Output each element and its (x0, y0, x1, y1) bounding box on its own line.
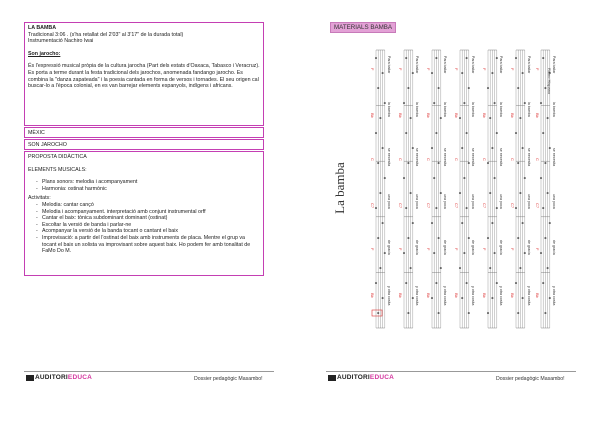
note (547, 117, 549, 119)
lyric: Para bailar (415, 56, 419, 74)
note (377, 312, 379, 314)
lyric: de gracia (552, 240, 556, 255)
lyric: la bamba (415, 102, 419, 117)
lyric: Para bailar (499, 56, 503, 74)
note (468, 237, 470, 239)
lyric: y otra cosita (499, 286, 503, 306)
genre-label: SON JAROCHO (28, 142, 67, 148)
note (461, 72, 463, 74)
list-item: - Acompanyar la versió de la banda tocant o cantant el baix (36, 228, 260, 235)
lyric: de gracia (471, 240, 475, 255)
note (412, 297, 414, 299)
lyric: Para bailar (443, 56, 447, 74)
list-item: - Plans sonors: melodia i acompanyament (36, 179, 260, 186)
note (431, 72, 433, 74)
note (440, 117, 442, 119)
note (438, 162, 440, 164)
chord-symbol: Bb (510, 113, 515, 118)
note (549, 147, 551, 149)
note (524, 252, 526, 254)
note (435, 282, 437, 284)
lyric: una poca (443, 194, 447, 209)
lyric: y otra cosita (552, 286, 556, 306)
materials-title: MATERIALS BAMBA (330, 22, 396, 33)
lyric: y otra cosita (471, 286, 475, 306)
note (382, 72, 384, 74)
elements-list (28, 179, 260, 192)
sheet-music (332, 38, 576, 338)
note (540, 102, 542, 104)
note (468, 87, 470, 89)
note (407, 162, 409, 164)
lyric: de gracia (415, 240, 419, 255)
note (466, 132, 468, 134)
chord-symbol: F (454, 248, 459, 251)
lyric: de gracia (387, 240, 391, 255)
note (375, 57, 377, 59)
chord-symbol: F (535, 68, 540, 71)
chord-symbol: F (398, 248, 403, 251)
auditori-logo: AUDITORI EDUCA (26, 374, 92, 381)
note (491, 147, 493, 149)
note (494, 252, 496, 254)
note (463, 102, 465, 104)
note (496, 132, 498, 134)
lyric: una poca (499, 194, 503, 209)
note (491, 72, 493, 74)
lyric: se necesita (552, 148, 556, 167)
chord-symbol: Bb (398, 113, 403, 118)
note (544, 87, 546, 89)
note (517, 162, 519, 164)
note (405, 207, 407, 209)
note (407, 312, 409, 314)
song-subtitle: Tradicional 3:06 . (s'ha retallat del 2'03" al 3'17" de la durada total) (28, 31, 184, 38)
note (468, 312, 470, 314)
note (412, 222, 414, 224)
lyric: una poca (471, 194, 475, 209)
chord-symbol: Bb (510, 293, 515, 298)
chord-symbol: C7 (535, 203, 540, 209)
country-label: MÈXIC (28, 130, 45, 136)
note (407, 87, 409, 89)
lyric: de gracia (527, 240, 531, 255)
note (403, 252, 405, 254)
note (379, 117, 381, 119)
info-box (24, 22, 264, 126)
note (440, 267, 442, 269)
chord-symbol: C (510, 158, 515, 161)
chord-symbol: F (426, 68, 431, 71)
note (466, 57, 468, 59)
logo-mark-icon (26, 375, 34, 381)
chord-symbol: C (454, 158, 459, 161)
chord-symbol: F (482, 68, 487, 71)
staff (487, 50, 498, 328)
lyric: la bamba (471, 102, 475, 117)
note (522, 222, 524, 224)
footer-rule (24, 371, 274, 372)
note (517, 237, 519, 239)
note (468, 162, 470, 164)
note (491, 297, 493, 299)
lyric: y otra cosita (387, 286, 391, 306)
lyric: Para bailar (552, 56, 556, 74)
note (494, 102, 496, 104)
note (410, 267, 412, 269)
note (466, 282, 468, 284)
chord-symbol: Bb (535, 293, 540, 298)
chord-symbol: Bb (482, 293, 487, 298)
note (463, 177, 465, 179)
note (461, 222, 463, 224)
note (405, 57, 407, 59)
chord-symbol: Bb (370, 113, 375, 118)
note (522, 147, 524, 149)
note (517, 312, 519, 314)
note (461, 297, 463, 299)
elements-heading: ELEMENTS MUSICALS: (28, 166, 87, 173)
note (440, 192, 442, 194)
chord-symbol: C7 (426, 203, 431, 209)
lyric: una poca (387, 194, 391, 209)
note (547, 192, 549, 194)
lyric: la bamba (499, 102, 503, 117)
staff (431, 50, 442, 328)
score-header: Ritmo Hispano (547, 68, 552, 95)
note (384, 252, 386, 254)
chord-symbol: F (370, 68, 375, 71)
note (384, 102, 386, 104)
list-item: - Cantar el baix: tònica subdominant dominant (ostinat) (36, 215, 260, 222)
page-right (300, 0, 600, 424)
song-arranger: Instrumentació Nachiro Iwai (28, 38, 94, 45)
note (377, 237, 379, 239)
chord-symbol: C7 (482, 203, 487, 209)
note (379, 192, 381, 194)
lyric: se necesita (443, 148, 447, 167)
note (487, 87, 489, 89)
chord-symbol: C (370, 158, 375, 161)
lyric: la bamba (443, 102, 447, 117)
lyric: Para bailar (527, 56, 531, 74)
genre-box (24, 139, 264, 150)
chord-symbol: C (535, 158, 540, 161)
note (438, 312, 440, 314)
note (519, 267, 521, 269)
note (405, 132, 407, 134)
chord-symbol: F (535, 248, 540, 251)
note (375, 132, 377, 134)
chord-symbol: Bb (535, 113, 540, 118)
lyric: y otra cosita (443, 286, 447, 306)
note (384, 177, 386, 179)
lyric: y otra cosita (527, 286, 531, 306)
note (433, 252, 435, 254)
logo-mark-icon (328, 375, 336, 381)
note (540, 177, 542, 179)
note (540, 252, 542, 254)
note (519, 192, 521, 194)
note (435, 207, 437, 209)
note (459, 192, 461, 194)
staff (375, 50, 386, 328)
proposal-box (24, 151, 264, 276)
list-item: - Harmonia: ostinat harmònic (36, 186, 260, 193)
note (494, 177, 496, 179)
son-heading: Son jarocho: (28, 50, 61, 57)
chord-symbol: F (398, 68, 403, 71)
note (382, 297, 384, 299)
footer-text: Dossier pedagògic Masambo! (496, 376, 565, 382)
lyric: la bamba (527, 102, 531, 117)
chord-symbol: C (426, 158, 431, 161)
chord-symbol: F (426, 248, 431, 251)
note (487, 312, 489, 314)
note (375, 282, 377, 284)
note (496, 207, 498, 209)
list-item: - Escoltar la versió de banda i parlar-ne (36, 222, 260, 229)
staff (403, 50, 414, 328)
note (496, 57, 498, 59)
chord-symbol: F (454, 68, 459, 71)
chord-symbol: F (510, 68, 515, 71)
lyric: una poca (415, 194, 419, 209)
chord-symbol: C (398, 158, 403, 161)
chord-symbol: Bb (426, 293, 431, 298)
note (379, 267, 381, 269)
note (544, 312, 546, 314)
chord-symbol: Bb (454, 113, 459, 118)
note (542, 282, 544, 284)
note (489, 267, 491, 269)
activities-list (28, 202, 260, 255)
chord-symbol: C (482, 158, 487, 161)
note (517, 87, 519, 89)
note (542, 207, 544, 209)
note (544, 162, 546, 164)
lyric: Para bailar (471, 56, 475, 74)
footer-text: Dossier pedagògic Masambo! (194, 376, 263, 382)
chord-symbol: Bb (426, 113, 431, 118)
note (433, 177, 435, 179)
note (524, 102, 526, 104)
list-item: - Melodia i acompanyament. interpretació amb conjunt instrumental orff (36, 209, 260, 216)
note (435, 132, 437, 134)
chord-symbol: F (482, 248, 487, 251)
note (496, 282, 498, 284)
staff (459, 50, 470, 328)
note (463, 252, 465, 254)
note (489, 117, 491, 119)
lyric: Para bailar (387, 56, 391, 74)
note (410, 117, 412, 119)
note (431, 222, 433, 224)
lyric: se necesita (499, 148, 503, 167)
lyric: de gracia (443, 240, 447, 255)
chord-symbol: C7 (510, 203, 515, 209)
note (515, 282, 517, 284)
son-text: És l'expressió musical pròpia de la cultura jarocha (Part dels estats d'Oaxaca, Tabasco i Veracruz). Es porta a terme durant la festa tradicional dels jarochos, anomenada fandango jarocho. Es combina la "danza zapateada" i la poesia cantada en forma de versos i tornades. El seu origen cal buscar-lo a l'època colonial, en es van barrejar elements espanyols, indígens i africans. (28, 63, 260, 90)
note (382, 147, 384, 149)
lyric: la bamba (387, 102, 391, 117)
chord-symbol: C7 (398, 203, 403, 209)
chord-symbol: Bb (454, 293, 459, 298)
note (547, 267, 549, 269)
lyric: se necesita (527, 148, 531, 167)
proposal-heading: PROPOSTA DIDÀCTICA (28, 154, 87, 160)
note (491, 222, 493, 224)
note (487, 162, 489, 164)
note (438, 87, 440, 89)
auditori-logo: AUDITORI EDUCA (328, 374, 394, 381)
score-title: La bamba (332, 162, 347, 214)
note (412, 72, 414, 74)
staff (515, 50, 526, 328)
list-item: - Melodia: cantar cançó (36, 202, 260, 209)
note (522, 72, 524, 74)
note (438, 237, 440, 239)
note (382, 222, 384, 224)
note (407, 237, 409, 239)
lyric: la bamba (552, 102, 556, 117)
note (489, 192, 491, 194)
note (515, 57, 517, 59)
note (433, 102, 435, 104)
lyric: una poca (527, 194, 531, 209)
note (403, 177, 405, 179)
note (461, 147, 463, 149)
country-box (24, 127, 264, 138)
note (431, 147, 433, 149)
song-title: LA BAMBA (28, 25, 57, 31)
note (377, 162, 379, 164)
lyric: se necesita (471, 148, 475, 167)
chord-symbol: C7 (370, 203, 375, 209)
footer-rule (326, 371, 576, 372)
note (487, 237, 489, 239)
activities-heading: Activitats: (28, 195, 51, 202)
lyric: y otra cosita (415, 286, 419, 306)
note (549, 222, 551, 224)
note (410, 192, 412, 194)
note (412, 147, 414, 149)
note (459, 267, 461, 269)
chord-symbol: C7 (454, 203, 459, 209)
note (542, 132, 544, 134)
chord-symbol: Bb (398, 293, 403, 298)
note (542, 57, 544, 59)
lyric: de gracia (499, 240, 503, 255)
chord-symbol: F (510, 248, 515, 251)
note (403, 102, 405, 104)
note (549, 297, 551, 299)
chord-symbol: Bb (482, 113, 487, 118)
note (522, 297, 524, 299)
chord-symbol: F (370, 248, 375, 251)
chord-symbol: Bb (370, 293, 375, 298)
note (435, 57, 437, 59)
note (544, 237, 546, 239)
note (524, 177, 526, 179)
note (466, 207, 468, 209)
lyric: una poca (552, 194, 556, 209)
note (519, 117, 521, 119)
note (405, 282, 407, 284)
note (515, 132, 517, 134)
lyric: se necesita (415, 148, 419, 167)
note (377, 87, 379, 89)
list-item: - Improvisació: a partir del l'ostinat del baix amb instruments de placa. Mentre el grup va tocant el baix un solista va improvisant sobre aquest baix. Ho podem fer amb tonalitat de FaMo Do M. (36, 235, 260, 255)
lyric: se necesita (387, 148, 391, 167)
